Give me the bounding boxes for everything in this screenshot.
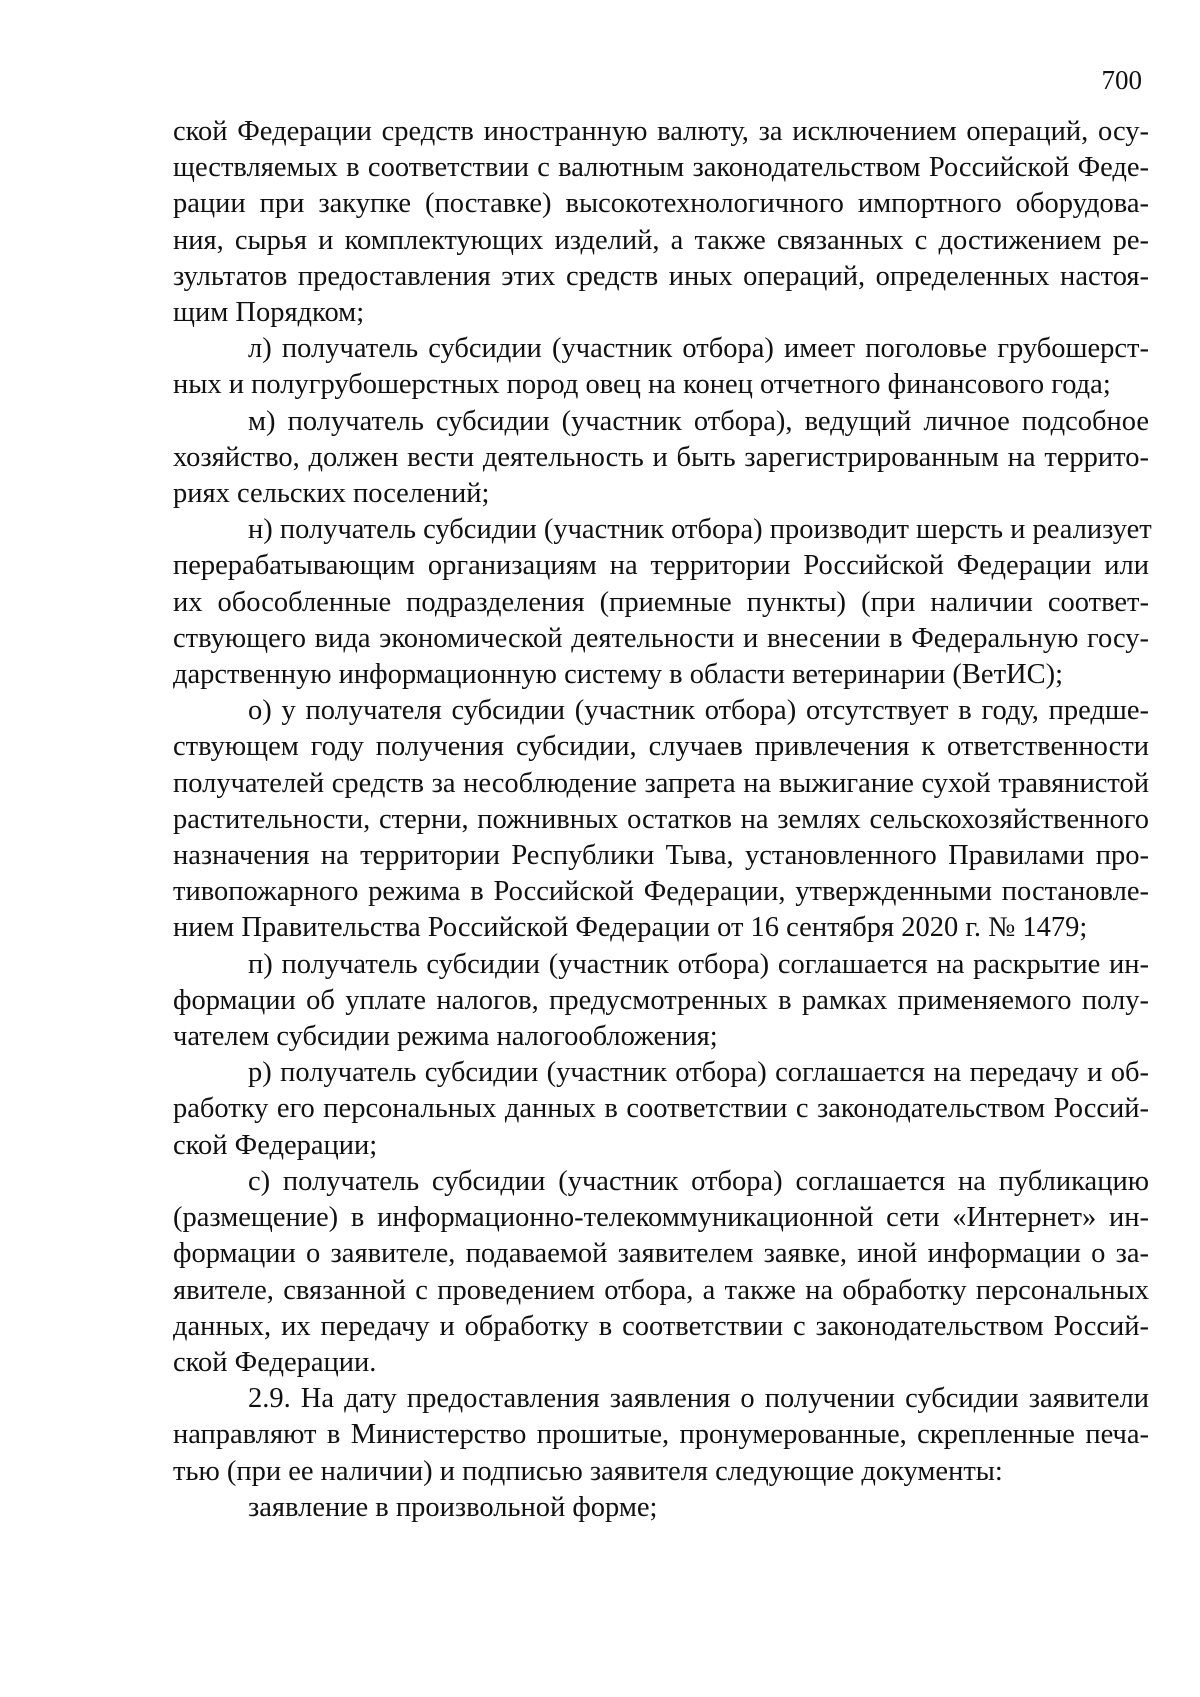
text-line: формации об уплате налогов, предусмотренных в рамках применяемого полу- xyxy=(173,984,1149,1016)
text-line: зультатов предоставления этих средств иных операций, определенных настоя- xyxy=(173,260,1149,292)
paragraph xyxy=(173,1055,1149,1164)
text-line: н) получатель субсидии (участник отбора) производит шерсть и реализует xyxy=(248,514,1152,546)
paragraph xyxy=(173,512,1152,693)
text-line: ния, сырья и комплектующих изделий, а также связанных с достижением ре- xyxy=(173,224,1149,256)
text-line: их обособленные подразделения (приемные пункты) (при наличии соответ- xyxy=(173,586,1149,618)
text-line: нием Правительства Российской Федерации от 16 сентября 2020 г. № 1479; xyxy=(173,912,1088,944)
page-number: 700 xyxy=(1101,65,1142,95)
text-line: ствующем году получения субсидии, случаев привлечения к ответственности xyxy=(173,731,1149,763)
text-line: ской Федерации средств иностранную валюту, за исключением операций, осу- xyxy=(173,116,1149,147)
text-line: рации при закупке (поставке) высокотехнологичного импортного оборудова- xyxy=(173,188,1149,220)
text-line: ществляемых в соответствии с валютным законодательством Российской Феде- xyxy=(173,152,1149,184)
paragraph xyxy=(173,1490,1149,1526)
text-line: заявление в произвольной форме; xyxy=(248,1491,658,1523)
text-line: м) получатель субсидии (участник отбора), ведущий личное подсобное xyxy=(248,405,1149,437)
document-body xyxy=(173,114,1152,1526)
text-line: растительности, стерни, пожнивных остатков на землях сельскохозяйственного xyxy=(173,803,1149,835)
text-line: данных, их передачу и обработку в соответствии с законодательством Россий- xyxy=(173,1310,1149,1342)
text-line: ствующего вида экономической деятельности и внесении в Федеральную госу- xyxy=(173,622,1149,654)
paragraph xyxy=(173,331,1149,403)
text-line: получателей средств за несоблюдение запрета на выжигание сухой травянистой xyxy=(173,767,1149,799)
text-line: тью (при ее наличии) и подписью заявителя следующие документы: xyxy=(173,1455,1003,1487)
text-line: ской Федерации; xyxy=(173,1129,378,1161)
text-line: формации о заявителе, подаваемой заявителем заявке, иной информации о за- xyxy=(173,1238,1149,1270)
text-line: 2.9. На дату предоставления заявления о получении субсидии заявители xyxy=(248,1383,1149,1415)
text-line: назначения на территории Республики Тыва, установленного Правилами про- xyxy=(173,840,1149,872)
paragraph xyxy=(173,114,1149,331)
text-line: р) получатель субсидии (участник отбора) соглашается на передачу и об- xyxy=(248,1057,1149,1089)
paragraph xyxy=(173,947,1149,1056)
text-line: чателем субсидии режима налогообложения; xyxy=(173,1021,718,1053)
text-line: тивопожарного режима в Российской Федерации, утвержденными постановле- xyxy=(173,876,1149,908)
text-line: дарственную информационную систему в области ветеринарии (ВетИС); xyxy=(173,659,1064,691)
paragraph xyxy=(173,1381,1149,1490)
paragraph xyxy=(173,404,1149,513)
text-line: работку его персональных данных в соответствии с законодательством Россий- xyxy=(173,1093,1149,1125)
paragraph xyxy=(173,693,1149,946)
text-line: л) получатель субсидии (участник отбора) имеет поголовье грубошерст- xyxy=(248,333,1149,365)
text-line: о) у получателя субсидии (участник отбора) отсутствует в году, предше- xyxy=(248,695,1149,727)
text-line: ской Федерации. xyxy=(173,1346,377,1378)
text-line: ных и полугрубошерстных пород овец на конец отчетного финансового года; xyxy=(173,369,1111,401)
text-line: явителе, связанной с проведением отбора, а также на обработку персональных xyxy=(173,1274,1149,1306)
text-line: с) получатель субсидии (участник отбора) соглашается на публикацию xyxy=(248,1165,1149,1197)
text-line: хозяйство, должен вести деятельность и быть зарегистрированным на террито- xyxy=(173,441,1149,473)
text-line: перерабатывающим организациям на территории Российской Федерации или xyxy=(173,550,1149,582)
text-line: направляют в Министерство прошитые, пронумерованные, скрепленные печа- xyxy=(173,1419,1149,1451)
text-line: п) получатель субсидии (участник отбора) соглашается на раскрытие ин- xyxy=(248,948,1149,980)
text-line: щим Порядком; xyxy=(173,297,365,329)
text-line: (размещение) в информационно-телекоммуникационной сети «Интернет» ин- xyxy=(173,1202,1149,1234)
paragraph xyxy=(173,1164,1149,1381)
text-line: риях сельских поселений; xyxy=(173,478,490,510)
